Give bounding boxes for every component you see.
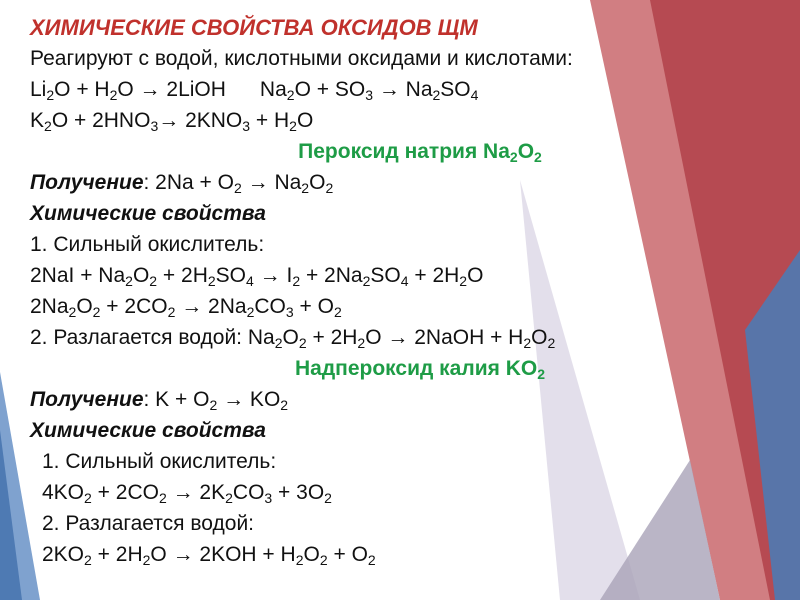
formula-text: → I — [253, 264, 293, 287]
equation-li2o — [30, 78, 226, 101]
formula-subscript: 2 — [523, 335, 532, 351]
formula-subscript: 3 — [365, 87, 373, 103]
superoxide-equation-2 — [30, 539, 750, 570]
formula-text: + 2H — [306, 326, 358, 349]
formula-text: O — [76, 295, 93, 318]
formula-subscript: 4 — [246, 273, 254, 289]
formula-text: → Na — [372, 78, 433, 101]
formula-subscript: 2 — [333, 304, 342, 320]
formula-subscript: 2 — [459, 273, 468, 289]
formula-text: + O — [293, 295, 334, 318]
equation-row-1 — [30, 74, 750, 105]
formula-text: O — [309, 171, 326, 194]
formula-text: : 2Na + O — [143, 171, 234, 194]
formula-text: O — [531, 326, 548, 349]
intro-text: Реагируют с водой, кислотными оксидами и кислотами: — [30, 47, 573, 70]
peroxide-property-2 — [30, 322, 750, 353]
formula-text: → 2KNO — [158, 109, 243, 132]
superoxide-properties-label: Химические свойства — [30, 419, 266, 442]
formula-subscript: 2 — [207, 273, 216, 289]
formula-text: + 2H — [408, 264, 460, 287]
formula-text: 4KO — [42, 481, 85, 504]
formula-subscript: 2 — [289, 118, 297, 134]
slide-content — [30, 12, 750, 570]
formula-text: O — [517, 140, 535, 163]
superoxide-preparation — [30, 384, 750, 415]
formula-subscript: 2 — [286, 87, 295, 103]
formula-subscript: 3 — [285, 304, 294, 320]
formula-text: Надпероксид калия KO — [294, 357, 538, 380]
formula-subscript: 2 — [68, 304, 77, 320]
formula-subscript: 3 — [264, 490, 273, 506]
peroxide-prep-equation — [144, 171, 334, 194]
formula-subscript: 2 — [142, 552, 151, 568]
formula-text: O + H — [54, 78, 110, 101]
formula-subscript: 2 — [324, 490, 332, 506]
formula-subscript: 2 — [357, 335, 366, 351]
formula-text: CO — [232, 481, 265, 504]
formula-subscript: 2 — [509, 149, 518, 165]
formula-text: → 2Na — [175, 295, 247, 318]
formula-text: + 3O — [272, 481, 325, 504]
formula-subscript: 2 — [225, 490, 233, 506]
formula-subscript: 2 — [109, 87, 118, 103]
formula-subscript: 2 — [319, 552, 328, 568]
formula-text: → KO — [217, 388, 281, 411]
formula-text: Li — [30, 78, 47, 101]
peroxide-properties-label: Химические свойства — [30, 202, 266, 225]
peroxide-property-1: 1. Сильный окислитель: — [30, 233, 265, 256]
formula-subscript: 2 — [534, 149, 542, 165]
formula-subscript: 2 — [233, 180, 242, 196]
formula-subscript: 2 — [432, 87, 441, 103]
formula-text: + 2Na — [300, 264, 363, 287]
formula-text: SO — [440, 78, 471, 101]
formula-text: Na — [259, 78, 287, 101]
peroxide-heading — [30, 136, 750, 167]
formula-subscript: 2 — [325, 180, 334, 196]
formula-subscript: 2 — [298, 335, 307, 351]
formula-text: + 2CO — [91, 481, 159, 504]
formula-subscript: 2 — [547, 335, 556, 351]
formula-subscript: 2 — [84, 490, 92, 506]
formula-subscript: 2 — [44, 118, 52, 134]
formula-text: K — [30, 109, 45, 132]
formula-subscript: 2 — [280, 397, 289, 413]
superoxide-property-1: 1. Сильный окислитель: — [42, 450, 277, 473]
formula-subscript: 2 — [295, 552, 304, 568]
peroxide-equation-1 — [30, 260, 750, 291]
formula-subscript: 2 — [274, 335, 283, 351]
formula-text: O + 2HNO — [51, 109, 151, 132]
equation-na2o — [260, 78, 479, 101]
formula-subscript: 2 — [367, 552, 376, 568]
peroxide-equation-2 — [30, 291, 750, 322]
formula-text: O — [282, 326, 299, 349]
formula-text: O — [132, 264, 150, 287]
formula-text: SO — [215, 264, 246, 287]
formula-subscript: 2 — [84, 552, 92, 568]
peroxide-preparation — [30, 167, 750, 198]
superoxide-heading — [30, 353, 750, 384]
formula-text: : K + O — [143, 388, 210, 411]
formula-subscript: 2 — [362, 273, 371, 289]
formula-subscript: 2 — [92, 304, 101, 320]
formula-subscript: 2 — [125, 273, 133, 289]
formula-text: + H — [250, 109, 290, 132]
formula-text: → 2K — [166, 481, 226, 504]
superoxide-property-2: 2. Разлагается водой: — [42, 512, 255, 535]
formula-subscript: 2 — [167, 304, 176, 320]
formula-text: 2NaI + Na — [30, 264, 126, 287]
formula-subscript: 3 — [242, 118, 251, 134]
formula-subscript: 4 — [470, 87, 479, 103]
formula-subscript: 3 — [150, 118, 159, 134]
formula-text: O → 2NaOH + H — [365, 326, 524, 349]
peroxide-prep-label: Получение — [30, 171, 144, 194]
formula-subscript: 2 — [292, 273, 301, 289]
formula-text: O → 2LiOH — [117, 78, 226, 101]
formula-text: 2KO — [42, 543, 85, 566]
formula-subscript: 2 — [537, 366, 545, 382]
formula-text: + 2CO — [100, 295, 168, 318]
formula-text: → Na — [241, 171, 302, 194]
formula-text: + O — [327, 543, 368, 566]
formula-text: + 2H — [157, 264, 208, 287]
formula-text: O + SO — [294, 78, 366, 101]
formula-subscript: 2 — [246, 304, 255, 320]
formula-subscript: 2 — [46, 87, 55, 103]
formula-text: + 2H — [91, 543, 143, 566]
superoxide-equation-1 — [30, 477, 750, 508]
formula-subscript: 4 — [400, 273, 409, 289]
superoxide-prep-equation — [144, 388, 289, 411]
formula-subscript: 2 — [149, 273, 158, 289]
formula-text: SO — [370, 264, 401, 287]
slide-title: ХИМИЧЕСКИЕ СВОЙСТВА ОКСИДОВ ЩМ — [30, 15, 478, 40]
formula-text: O → 2KOH + H — [150, 543, 296, 566]
equation-k2o — [30, 105, 750, 136]
formula-text: O — [467, 264, 484, 287]
formula-subscript: 2 — [301, 180, 310, 196]
formula-text: O — [296, 109, 314, 132]
formula-text: 2. Разлагается водой: Na — [30, 326, 275, 349]
formula-text: Пероксид натрия Na — [298, 140, 510, 163]
formula-text: O — [303, 543, 320, 566]
formula-subscript: 2 — [158, 490, 167, 506]
superoxide-prep-label: Получение — [30, 388, 144, 411]
formula-text: 2Na — [30, 295, 69, 318]
formula-subscript: 2 — [209, 397, 218, 413]
formula-text: CO — [254, 295, 286, 318]
